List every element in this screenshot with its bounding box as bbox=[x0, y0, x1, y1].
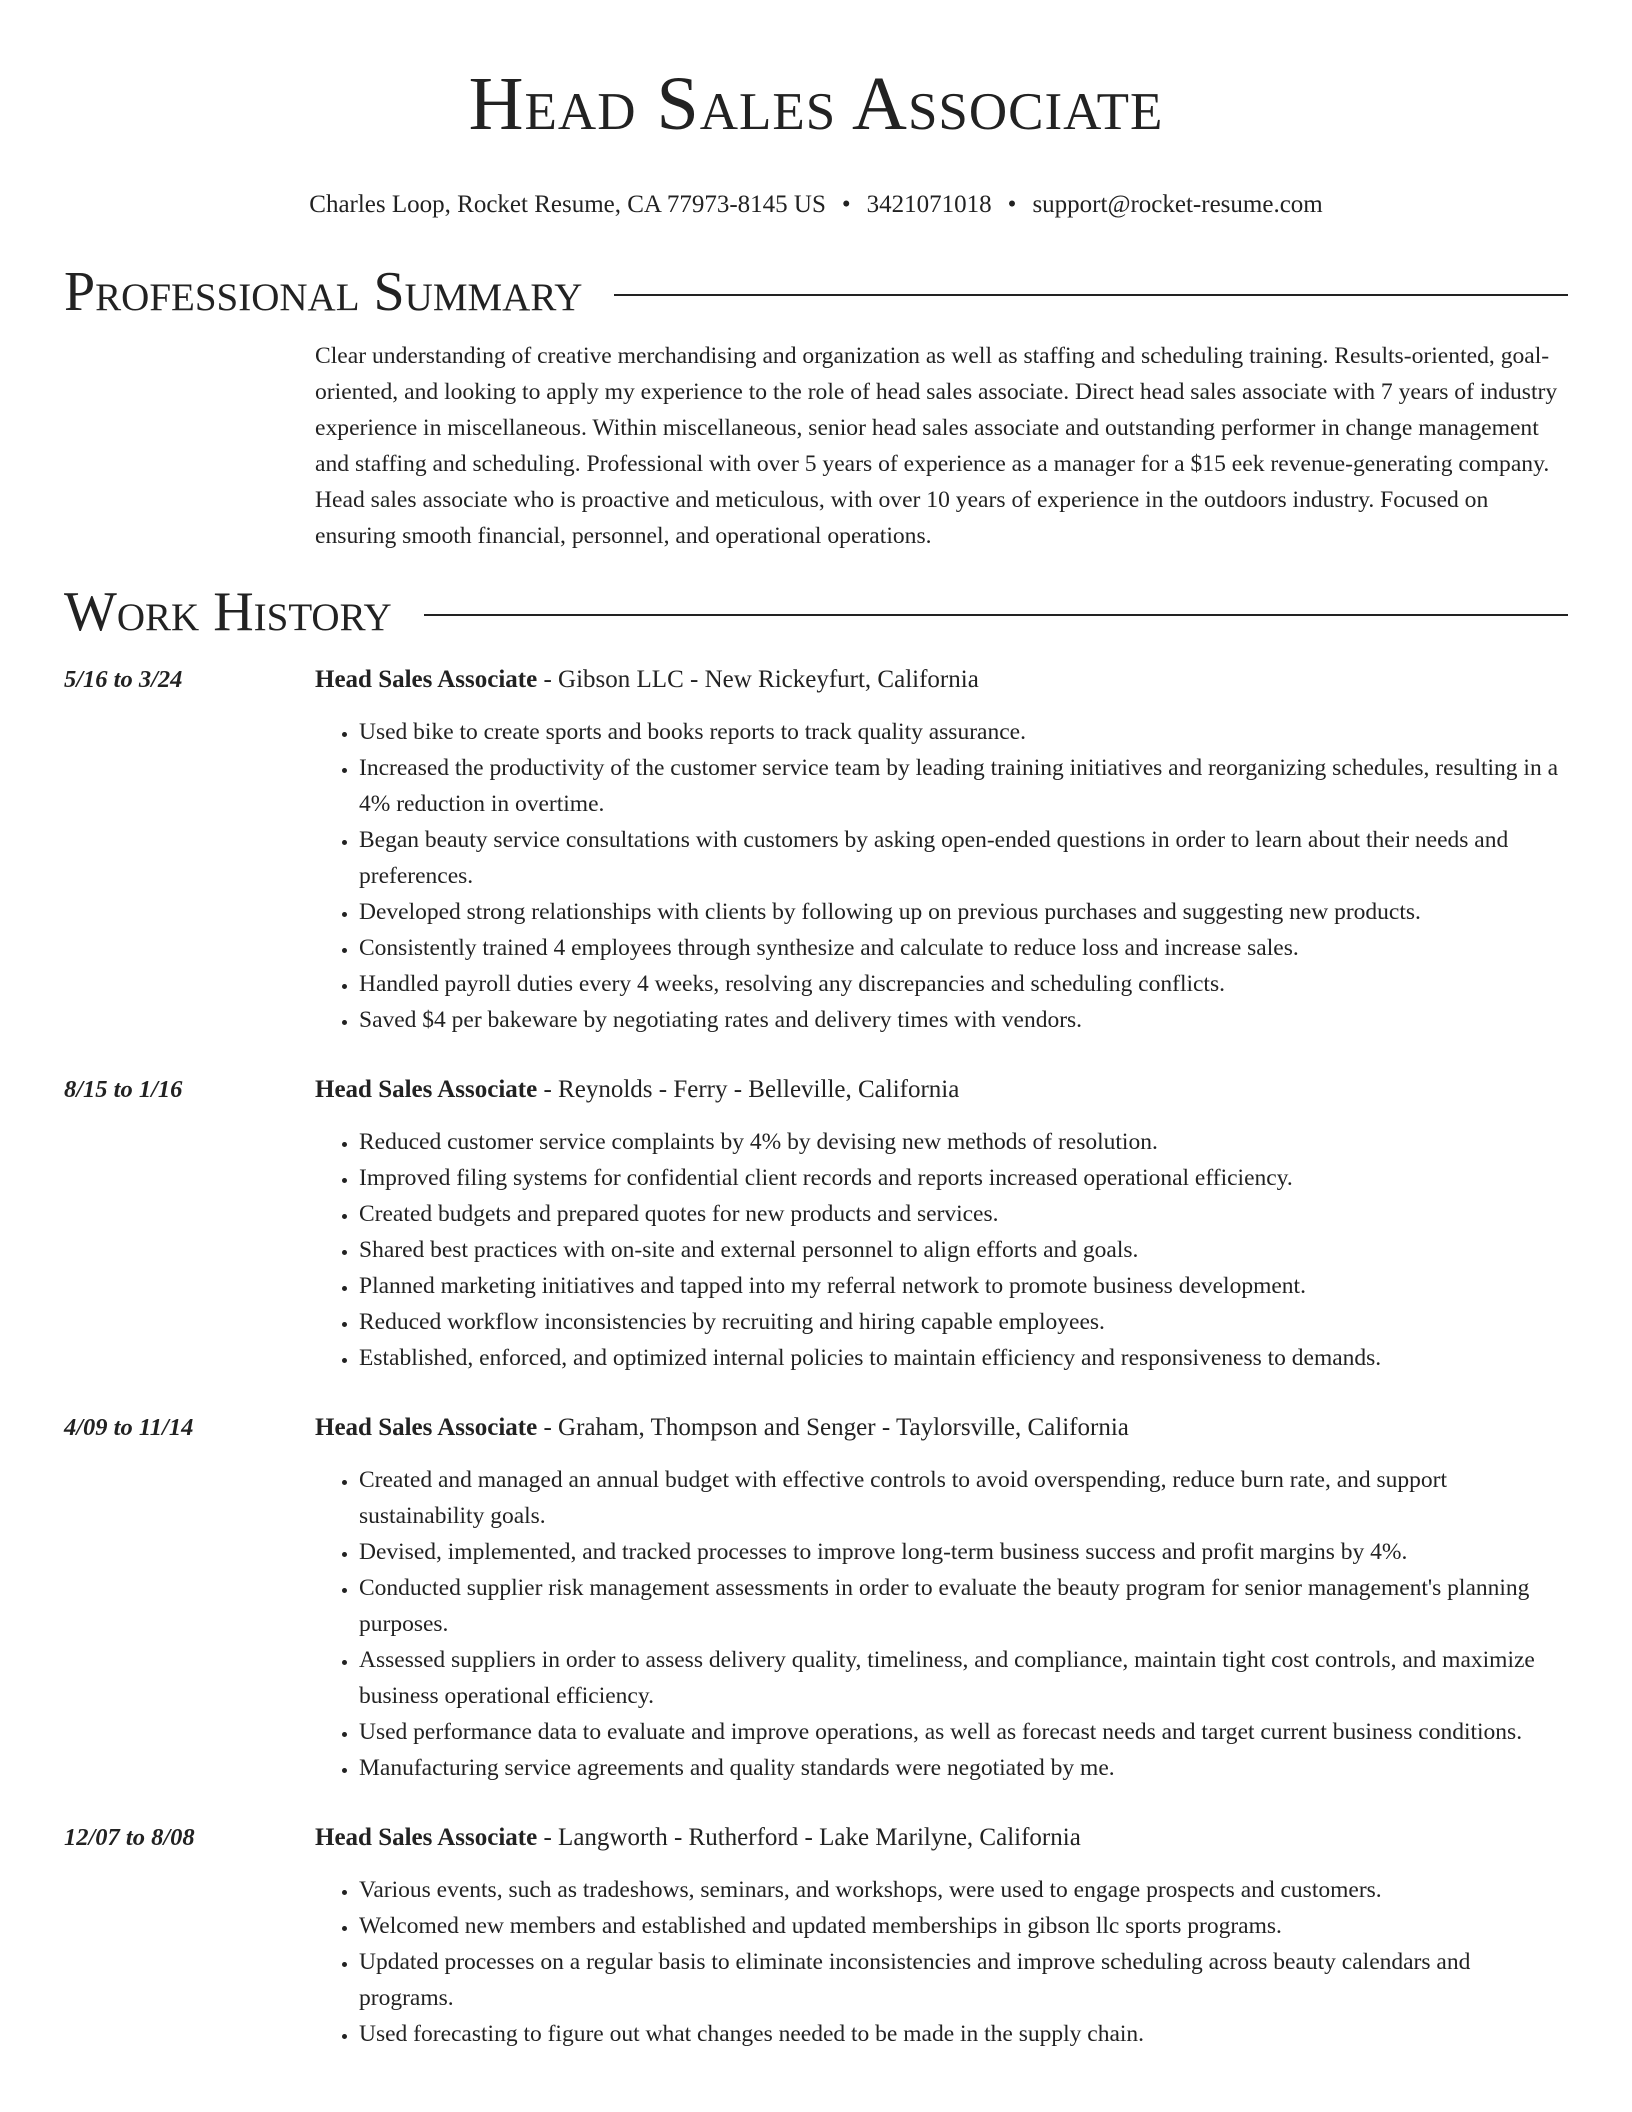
job-bullet: • Shared best practices with on-site and external personnel to align efforts and goals. bbox=[359, 1232, 1568, 1268]
section-divider bbox=[424, 614, 1568, 616]
job-bullet: • Updated processes on a regular basis to eliminate inconsistencies and improve scheduling across beauty calendars and programs. bbox=[359, 1944, 1568, 2016]
job-role: Head Sales Associate bbox=[315, 1824, 538, 1851]
job-body bbox=[315, 1072, 1568, 1376]
work-history-list bbox=[64, 662, 1568, 2052]
job-bullet: • Used bike to create sports and books reports to track quality assurance. bbox=[359, 714, 1568, 750]
job-role: Head Sales Associate bbox=[315, 1414, 538, 1441]
job-bullet: • Established, enforced, and optimized internal policies to maintain efficiency and responsiveness to demands. bbox=[359, 1340, 1568, 1376]
job-bullet: • Handled payroll duties every 4 weeks, resolving any discrepancies and scheduling conflicts. bbox=[359, 966, 1568, 1002]
job-heading bbox=[315, 1410, 1568, 1446]
job-heading bbox=[315, 1072, 1568, 1108]
contact-phone: 3421071018 bbox=[866, 191, 992, 218]
job-dates: 8/15 to 1/16 bbox=[64, 1076, 183, 1103]
job-dates: 4/09 to 11/14 bbox=[64, 1414, 194, 1441]
job-bullet: • Planned marketing initiatives and tapped into my referral network to promote business development. bbox=[359, 1268, 1568, 1304]
job-bullet: • Various events, such as tradeshows, seminars, and workshops, were used to engage prospects and customers. bbox=[359, 1872, 1568, 1908]
job-body bbox=[315, 1410, 1568, 1786]
job-bullet: • Assessed suppliers in order to assess delivery quality, timeliness, and compliance, maintain tight cost controls, and maximize business operational efficiency. bbox=[359, 1642, 1568, 1714]
job-bullet-list bbox=[315, 1872, 1568, 2052]
job-company-location: - Reynolds - Ferry - Belleville, California bbox=[537, 1076, 960, 1103]
job-role: Head Sales Associate bbox=[315, 666, 538, 693]
job-company-location: - Gibson LLC - New Rickeyfurt, California bbox=[537, 666, 979, 693]
job-bullet: • Used performance data to evaluate and improve operations, as well as forecast needs and target current business conditions. bbox=[359, 1714, 1568, 1750]
job-entry bbox=[64, 1410, 1568, 1786]
job-bullet: • Devised, implemented, and tracked processes to improve long-term business success and profit margins by 4%. bbox=[359, 1534, 1568, 1570]
job-bullet: • Consistently trained 4 employees through synthesize and calculate to reduce loss and increase sales. bbox=[359, 930, 1568, 966]
job-bullet: • Welcomed new members and established and updated memberships in gibson llc sports programs. bbox=[359, 1908, 1568, 1944]
contact-address: Charles Loop, Rocket Resume, CA 77973-8145 US bbox=[309, 191, 826, 218]
job-bullet: • Used forecasting to figure out what changes needed to be made in the supply chain. bbox=[359, 2016, 1568, 2052]
job-role: Head Sales Associate bbox=[315, 1076, 538, 1103]
job-bullet-list bbox=[315, 1124, 1568, 1376]
job-bullet: • Reduced workflow inconsistencies by recruiting and hiring capable employees. bbox=[359, 1304, 1568, 1340]
contact-email: support@rocket-resume.com bbox=[1032, 191, 1323, 218]
section-divider bbox=[614, 294, 1568, 296]
job-body bbox=[315, 662, 1568, 1038]
job-entry bbox=[64, 1820, 1568, 2052]
job-bullet-list bbox=[315, 714, 1568, 1038]
job-bullet: • Began beauty service consultations with customers by asking open-ended questions in order to learn about their needs and preferences. bbox=[359, 822, 1568, 894]
contact-separator: • bbox=[1007, 191, 1017, 218]
summary-heading: Professional Summary bbox=[64, 261, 583, 323]
job-entry bbox=[64, 662, 1568, 1038]
job-bullet: • Saved $4 per bakeware by negotiating rates and delivery times with vendors. bbox=[359, 1002, 1568, 1038]
work-heading: Work History bbox=[64, 581, 392, 643]
summary-text: Clear understanding of creative merchandising and organization as well as staffing and scheduling training. Results-oriented, goal-oriented, and looking to apply my experience to the role of head sales associate. Direct head sales associate with 7 years of industry experience in miscellaneous. Within miscellaneous, senior head sales associate and outstanding performer in change management and staffing and scheduling. Professional with over 5 years of experience as a manager for a $15 eek revenue-generating company. Head sales associate who is proactive and meticulous, with over 10 years of experience in the outdoors industry. Focused on ensuring smooth financial, personnel, and operational operations. bbox=[315, 343, 1558, 549]
job-dates: 12/07 to 8/08 bbox=[64, 1824, 195, 1851]
job-bullet-list bbox=[315, 1462, 1568, 1786]
job-heading bbox=[315, 662, 1568, 698]
job-entry bbox=[64, 1072, 1568, 1376]
job-bullet: • Developed strong relationships with clients by following up on previous purchases and suggesting new products. bbox=[359, 894, 1568, 930]
job-heading bbox=[315, 1820, 1568, 1856]
job-bullet: • Created and managed an annual budget with effective controls to avoid overspending, reduce burn rate, and support sustainability goals. bbox=[359, 1462, 1568, 1534]
job-dates: 5/16 to 3/24 bbox=[64, 666, 183, 693]
job-bullet: • Improved filing systems for confidential client records and reports increased operational efficiency. bbox=[359, 1160, 1568, 1196]
job-bullet: • Created budgets and prepared quotes for new products and services. bbox=[359, 1196, 1568, 1232]
contact-separator: • bbox=[841, 191, 851, 218]
job-company-location: - Graham, Thompson and Senger - Taylorsville, California bbox=[537, 1414, 1129, 1441]
work-section-header bbox=[64, 580, 1568, 644]
summary-section-header bbox=[64, 260, 1568, 324]
job-bullet: • Increased the productivity of the customer service team by leading training initiatives and reorganizing schedules, resulting in a 4% reduction in overtime. bbox=[359, 750, 1568, 822]
job-company-location: - Langworth - Rutherford - Lake Marilyne, California bbox=[537, 1824, 1081, 1851]
job-bullet: • Conducted supplier risk management assessments in order to evaluate the beauty program for senior management's planning purposes. bbox=[359, 1570, 1568, 1642]
job-body bbox=[315, 1820, 1568, 2052]
job-bullet: • Reduced customer service complaints by 4% by devising new methods of resolution. bbox=[359, 1124, 1568, 1160]
resume-title: Head Sales Associate bbox=[468, 62, 1164, 146]
job-bullet: • Manufacturing service agreements and quality standards were negotiated by me. bbox=[359, 1750, 1568, 1786]
contact-line bbox=[64, 190, 1568, 220]
